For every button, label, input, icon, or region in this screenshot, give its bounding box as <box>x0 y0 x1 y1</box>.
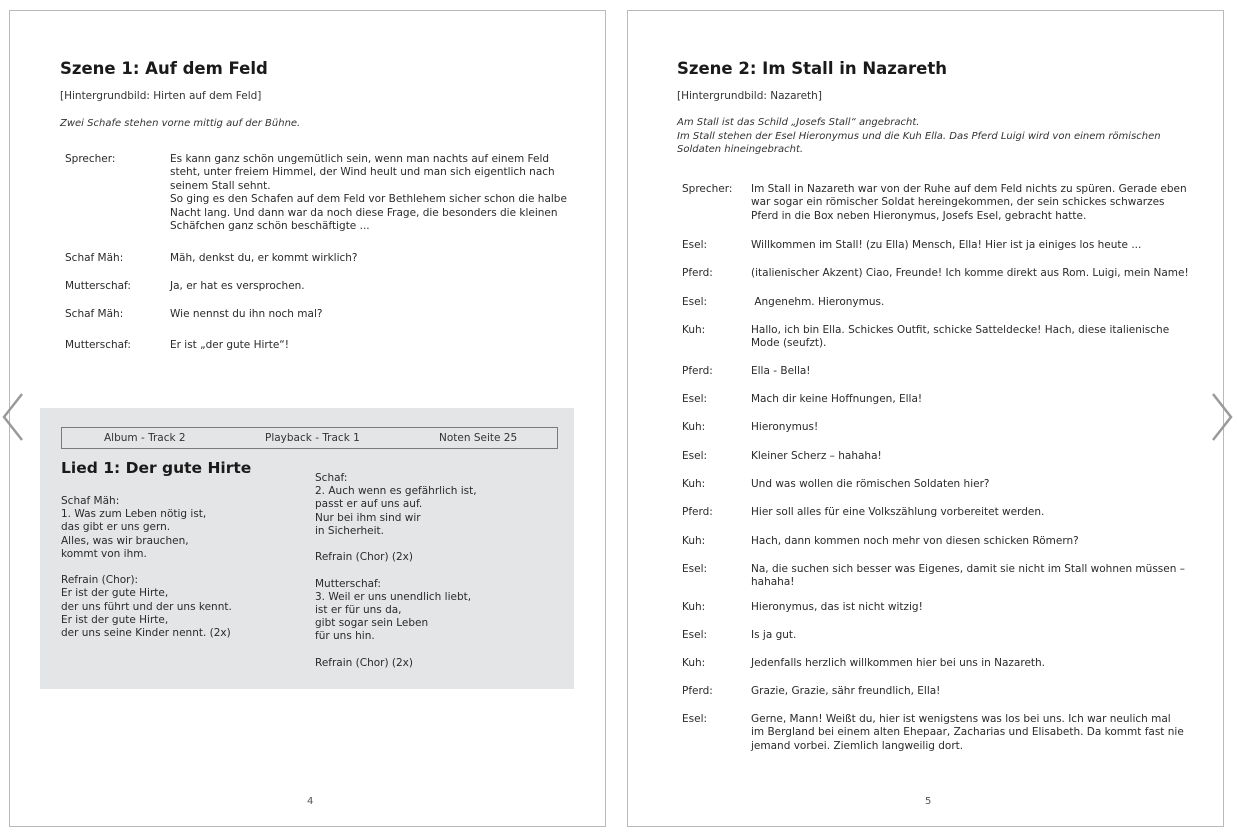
dialogue-text: Mach dir keine Hoffnungen, Ella! <box>751 393 923 405</box>
dialogue-line <box>65 153 585 233</box>
dialogue-line <box>682 657 1212 671</box>
song-box <box>40 408 574 689</box>
dialogue-line <box>682 267 1212 281</box>
stage-direction: Am Stall ist das Schild „Josefs Stall“ angebracht. Im Stall stehen der Esel Hieronymus und die Kuh Ella. Das Pferd Luigi wird von einem römischen Soldaten hineingebracht. <box>677 117 1161 155</box>
speaker: Esel: <box>682 629 708 641</box>
dialogue-line <box>682 421 1212 435</box>
dialogue-text: Mäh, denkst du, er kommt wirklich? <box>170 252 358 264</box>
speaker: Esel: <box>682 713 708 725</box>
speaker: Esel: <box>682 563 708 575</box>
speaker: Kuh: <box>682 535 706 547</box>
chevron-right-icon[interactable] <box>1209 392 1235 442</box>
dialogue-line <box>682 629 1212 643</box>
dialogue-text: Grazie, Grazie, sähr freundlich, Ella! <box>751 685 941 697</box>
dialogue-text: (italienischer Akzent) Ciao, Freunde! Ich komme direkt aus Rom. Luigi, mein Name! <box>751 267 1189 279</box>
speaker: Esel: <box>682 296 708 308</box>
dialogue-line <box>682 183 1212 225</box>
speaker: Pferd: <box>682 685 713 697</box>
dialogue-text: Angenehm. Hieronymus. <box>751 296 885 308</box>
scene-title: Szene 1: Auf dem Feld <box>60 59 268 78</box>
dialogue-text: Na, die suchen sich besser was Eigenes, damit sie nicht im Stall wohnen müssen – hahaha! <box>751 563 1185 589</box>
song-title: Lied 1: Der gute Hirte <box>61 459 252 477</box>
dialogue-text: Er ist „der gute Hirte“! <box>170 339 289 351</box>
speaker: Mutterschaf: <box>65 280 131 292</box>
page-right <box>627 10 1224 827</box>
dialogue-text: Es kann ganz schön ungemütlich sein, wenn man nachts auf einem Feld steht, unter freiem Himmel, der Wind heult und man sich eigentlich nach seinem Stall sehnt. So ging es den Schafen auf dem Feld vor Bethlehem sicher schon die halbe Nacht lang. Und dann war da noch diese Frage, die besonders die kleinen Schäfchen ganz schön beschäftigte ... <box>170 153 567 233</box>
dialogue-line <box>682 601 1212 615</box>
sheet-music-page: Noten Seite 25 <box>439 432 518 444</box>
lyrics-left-column: Schaf Mäh: 1. Was zum Leben nötig ist, das gibt er uns gern. Alles, was wir brauchen, kommt von ihm. Refrain (Chor): Er ist der gute Hirte, der uns führt und der uns kennt. Er ist der gute Hirte, der uns seine Kinder nennt. (2x) <box>61 495 232 640</box>
playback-track: Playback - Track 1 <box>265 432 360 444</box>
dialogue-text: Hallo, ich bin Ella. Schickes Outfit, schicke Satteldecke! Hach, diese italienische Mode (seufzt). <box>751 324 1170 350</box>
dialogue-text: Kleiner Scherz – hahaha! <box>751 450 882 462</box>
speaker: Esel: <box>682 393 708 405</box>
dialogue-line <box>65 339 585 353</box>
dialogue-line <box>682 324 1212 352</box>
album-track: Album - Track 2 <box>104 432 186 444</box>
dialogue-text: Jedenfalls herzlich willkommen hier bei uns in Nazareth. <box>751 657 1046 669</box>
dialogue-line <box>65 252 585 266</box>
page-left <box>9 10 606 827</box>
dialogue-line <box>682 296 1212 310</box>
speaker: Kuh: <box>682 601 706 613</box>
dialogue-line <box>65 308 585 322</box>
speaker: Sprecher: <box>65 153 116 165</box>
track-bar <box>61 427 558 449</box>
page-number: 5 <box>925 796 932 807</box>
dialogue-text: Hach, dann kommen noch mehr von diesen schicken Römern? <box>751 535 1079 547</box>
page-number: 4 <box>307 796 314 807</box>
dialogue-line <box>682 506 1212 520</box>
speaker: Pferd: <box>682 267 713 279</box>
speaker: Mutterschaf: <box>65 339 131 351</box>
dialogue-line <box>682 478 1212 492</box>
speaker: Kuh: <box>682 324 706 336</box>
dialogue-line <box>682 685 1212 699</box>
lyrics-right-column: Schaf: 2. Auch wenn es gefährlich ist, passt er auf uns auf. Nur bei ihm sind wir in Sicherheit. Refrain (Chor) (2x) Mutterschaf: 3. Weil er uns unendlich liebt, ist er für uns da, gibt sogar sein Leben für uns hin. Refrain (Chor) (2x) <box>315 472 477 669</box>
dialogue-text: Ella - Bella! <box>751 365 811 377</box>
dialogue-text: Ja, er hat es versprochen. <box>170 280 305 292</box>
stage-direction: Zwei Schafe stehen vorne mittig auf der Bühne. <box>60 118 301 129</box>
dialogue-text: Hieronymus! <box>751 421 819 433</box>
dialogue-line <box>682 239 1212 253</box>
dialogue-text: Hier soll alles für eine Volkszählung vorbereitet werden. <box>751 506 1045 518</box>
speaker: Pferd: <box>682 506 713 518</box>
dialogue-text: Und was wollen die römischen Soldaten hier? <box>751 478 990 490</box>
background-note: [Hintergrundbild: Hirten auf dem Feld] <box>60 90 262 102</box>
dialogue-line <box>682 563 1212 591</box>
dialogue-line <box>682 365 1212 379</box>
dialogue-line <box>682 450 1212 464</box>
speaker: Esel: <box>682 239 708 251</box>
dialogue-text: Gerne, Mann! Weißt du, hier ist wenigstens was los bei uns. Ich war neulich mal im Bergland bei einem alten Ehepaar, Zacharias und Elisabeth. Da kommt fast nie jemand vorbei. Ziemlich langweilig dort. <box>751 713 1184 752</box>
dialogue-line <box>682 535 1212 549</box>
dialogue-text: Im Stall in Nazareth war von der Ruhe auf dem Feld nichts zu spüren. Gerade eben war sogar ein römischer Soldat hereingekommen, der sein schickes schwarzes Pferd in die Box neben Hieronymus, Josefs Esel, gebracht hatte. <box>751 183 1187 222</box>
dialogue-line <box>65 280 585 294</box>
dialogue-text: Wie nennst du ihn noch mal? <box>170 308 323 320</box>
speaker: Kuh: <box>682 478 706 490</box>
speaker: Schaf Mäh: <box>65 252 124 264</box>
background-note: [Hintergrundbild: Nazareth] <box>677 90 822 102</box>
speaker: Kuh: <box>682 657 706 669</box>
dialogue-text: Willkommen im Stall! (zu Ella) Mensch, Ella! Hier ist ja einiges los heute ... <box>751 239 1142 251</box>
dialogue-text: Is ja gut. <box>751 629 797 641</box>
scene-title: Szene 2: Im Stall in Nazareth <box>677 59 948 78</box>
speaker: Schaf Mäh: <box>65 308 124 320</box>
chevron-left-icon[interactable] <box>0 392 26 442</box>
dialogue-line <box>682 393 1212 407</box>
dialogue-text: Hieronymus, das ist nicht witzig! <box>751 601 923 613</box>
speaker: Sprecher: <box>682 183 733 195</box>
speaker: Esel: <box>682 450 708 462</box>
speaker: Pferd: <box>682 365 713 377</box>
dialogue-line <box>682 713 1212 755</box>
speaker: Kuh: <box>682 421 706 433</box>
